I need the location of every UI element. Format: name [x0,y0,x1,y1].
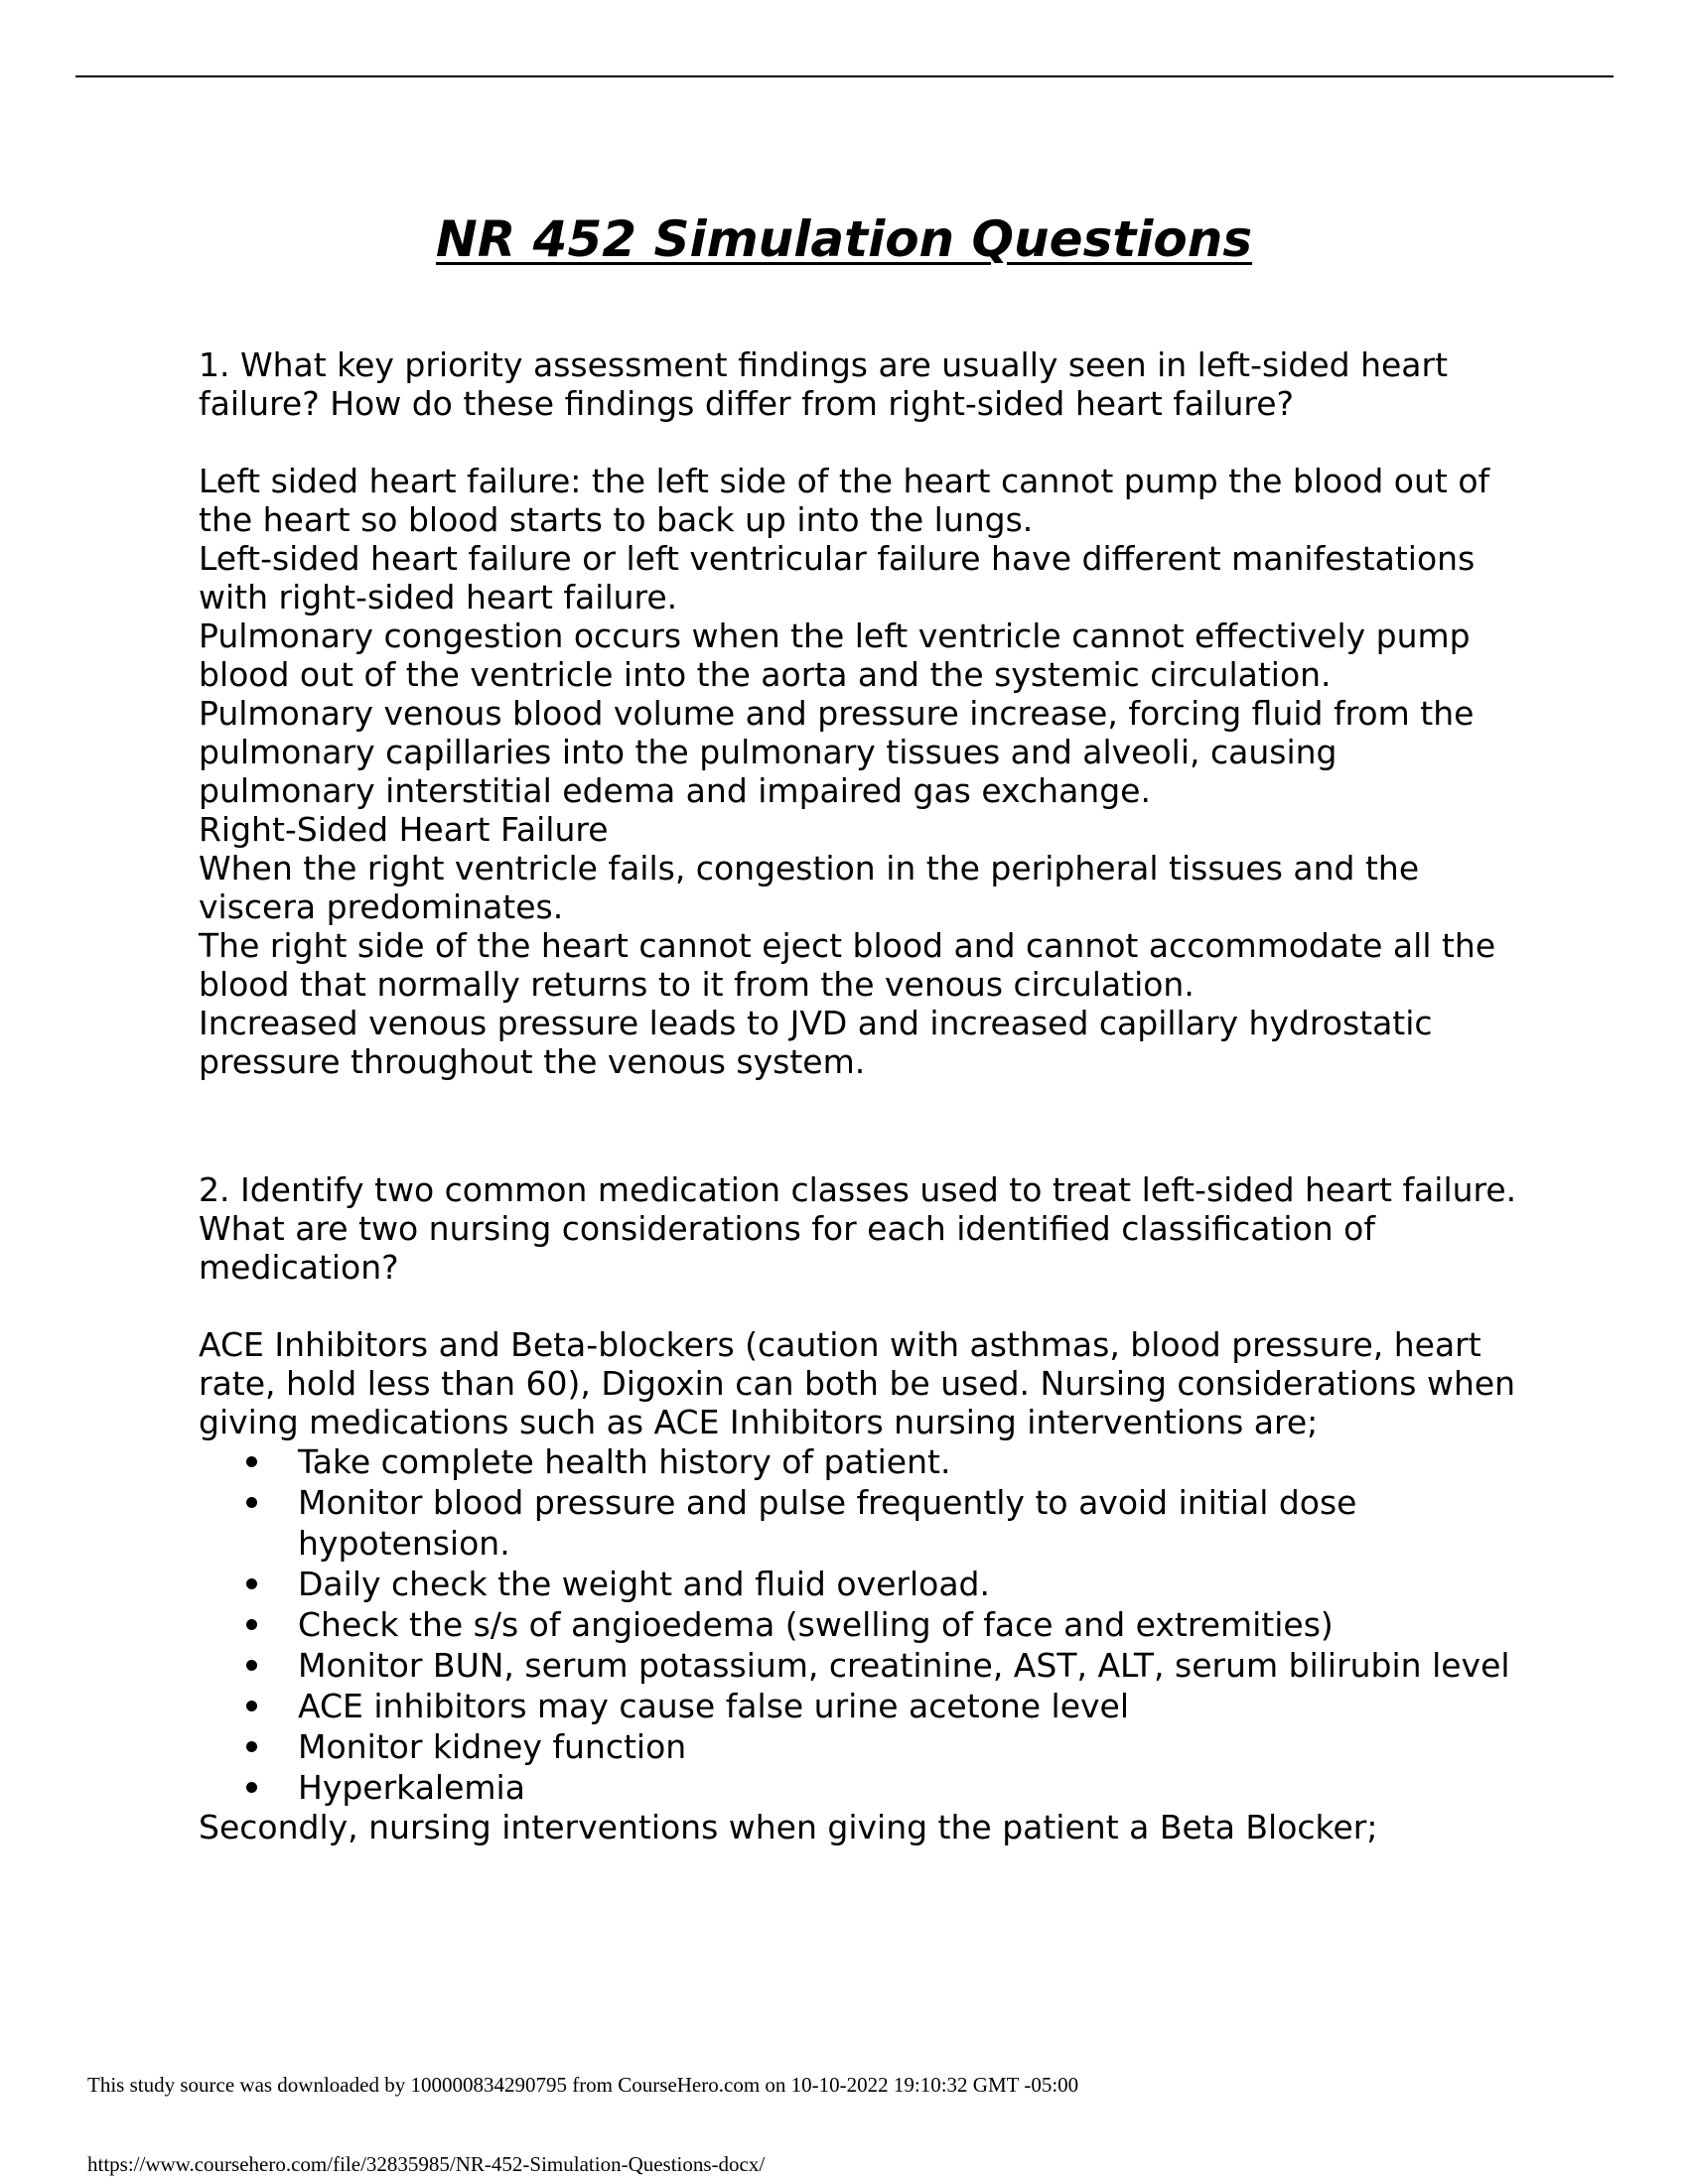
list-item: Monitor kidney function [199,1726,1519,1767]
answer-1-line: Left-sided heart failure or left ventricular failure have different manifestations with right-sided heart failure. [199,539,1476,616]
question-2: 2. Identify two common medication classes used to treat left-sided heart failure. What are two nursing considerations for each identified classification of medication? [199,1170,1517,1287]
source-url[interactable]: https://www.coursehero.com/file/32835985/NR-452-Simulation-Questions-docx/ [87,2152,766,2176]
nursing-considerations-list [199,1441,1519,1808]
answer-2-intro: ACE Inhibitors and Beta-blockers (caution with asthmas, blood pressure, heart rate, hold less than 60), Digoxin can both be used. Nursing considerations when giving medications such as ACE Inhibitors nursing interventions are; [199,1325,1516,1441]
list-item: Daily check the weight and fluid overload. [199,1564,1519,1604]
download-source-note: This study source was downloaded by 100000834290795 from CourseHero.com on 10-10-2022 19:10:32 GMT -05:00 [87,2073,1079,2097]
answer-1-line: The right side of the heart cannot eject blood and cannot accommodate all the blood that normally returns to it from the venous circulation. [199,926,1496,1004]
list-item: Hyperkalemia [199,1767,1519,1808]
answer-1-line: When the right ventricle fails, congestion in the peripheral tissues and the viscera predominates. [199,849,1420,926]
page-title: NR 452 Simulation Questions [435,210,1253,268]
answer-1-line: Pulmonary congestion occurs when the left ventricle cannot effectively pump blood out of the ventricle into the aorta and the systemic circulation. [199,616,1471,694]
list-item: Monitor blood pressure and pulse frequently to avoid initial dose hypotension. [199,1482,1519,1564]
header-rule [75,75,1614,77]
answer-1-line: Pulmonary venous blood volume and pressure increase, forcing fluid from the pulmonary capillaries into the pulmonary tissues and alveoli, causing pulmonary interstitial edema and impaired gas exchange. [199,694,1475,810]
answer-2-closing: Secondly, nursing interventions when giving the patient a Beta Blocker; [199,1808,1378,1846]
list-item: Check the s/s of angioedema (swelling of face and extremities) [199,1604,1519,1645]
list-item: Take complete health history of patient. [199,1441,1519,1482]
subheading-right-sided: Right-Sided Heart Failure [199,810,609,849]
question-1: 1. What key priority assessment findings are usually seen in left-sided heart failure? How do these findings differ from right-sided heart failure? [199,345,1449,423]
list-item: Monitor BUN, serum potassium, creatinine, AST, ALT, serum bilirubin level [199,1645,1519,1686]
answer-1-line: Left sided heart failure: the left side of the heart cannot pump the blood out of the heart so blood starts to back up into the lungs. [199,462,1490,539]
answer-1-line: Increased venous pressure leads to JVD and increased capillary hydrostatic pressure throughout the venous system. [199,1004,1433,1081]
list-item: ACE inhibitors may cause false urine acetone level [199,1686,1519,1726]
document-body [199,345,1519,1846]
